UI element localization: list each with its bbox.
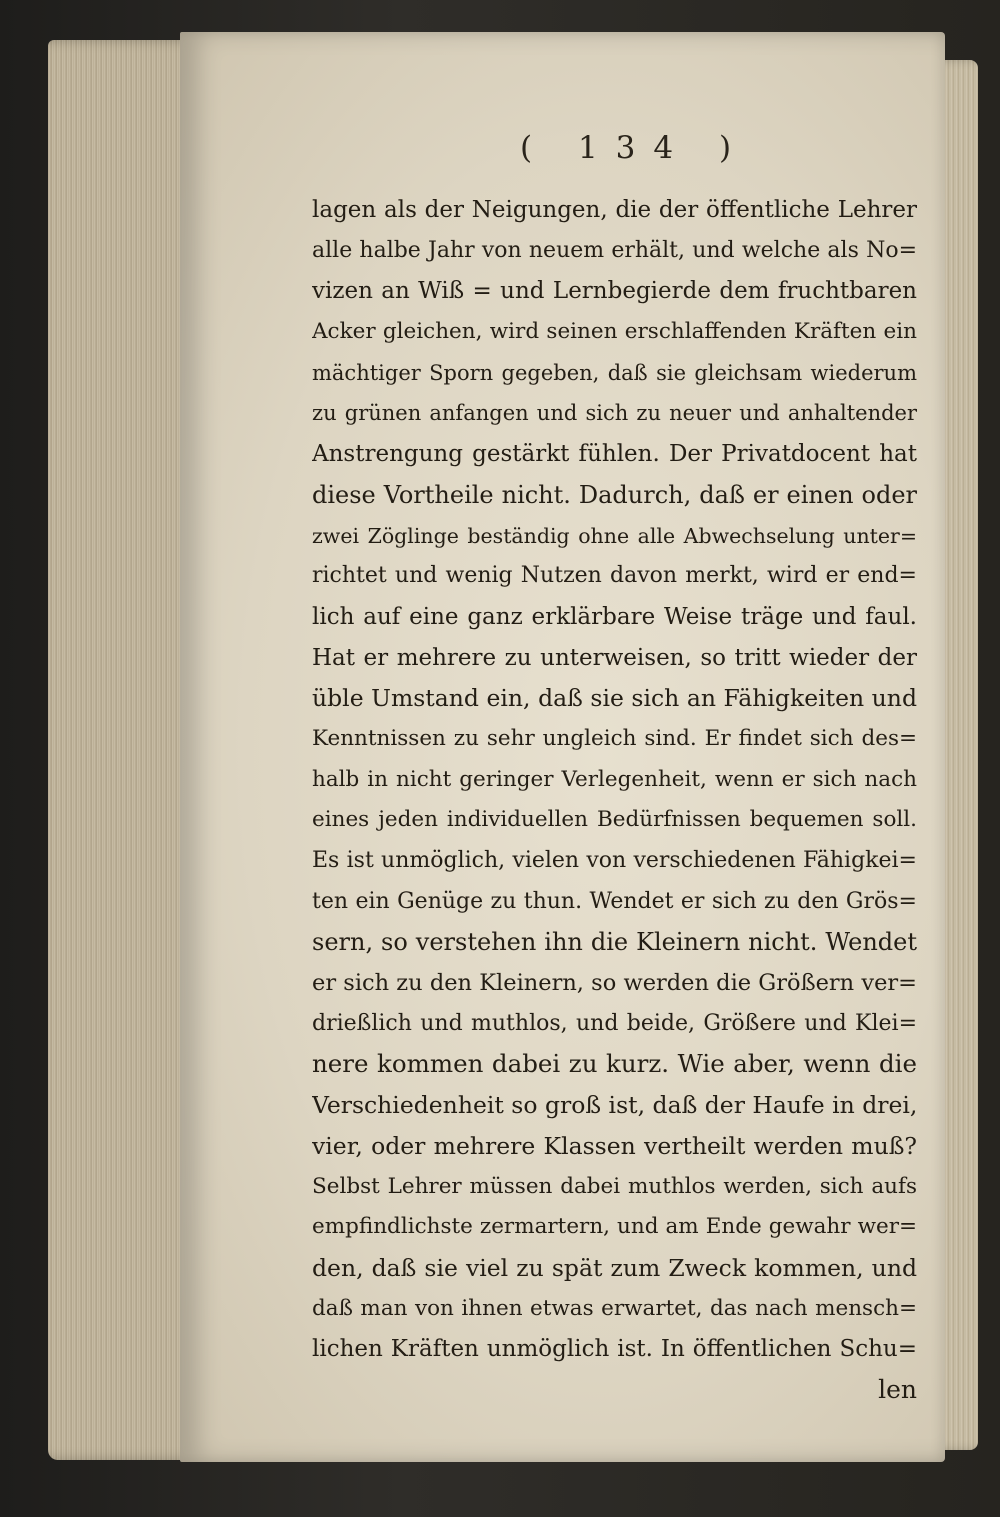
text-line: nere kommen dabei zu kurz. Wie aber, wenn die bbox=[312, 1049, 917, 1079]
text-line: vier, oder mehrere Klassen vertheilt werden muß? bbox=[312, 1131, 917, 1160]
text-line: er sich zu den Kleinern, so werden die Größern ver= bbox=[312, 970, 917, 997]
text-line: Hat er mehrere zu unterweisen, so tritt wieder der bbox=[312, 644, 917, 671]
text-line: daß man von ihnen etwas erwartet, das nach mensch= bbox=[312, 1295, 917, 1321]
page-number: ( 134 ) bbox=[520, 130, 750, 166]
text-line: Selbst Lehrer müssen dabei muthlos werden, sich aufs bbox=[312, 1173, 917, 1199]
book-page bbox=[180, 32, 945, 1462]
text-line: lichen Kräften unmöglich ist. In öffentlichen Schu= bbox=[312, 1336, 917, 1363]
text-line: Kenntnissen zu sehr ungleich sind. Er findet sich des= bbox=[312, 725, 917, 751]
text-line: lagen als der Neigungen, die der öffentliche Lehrer bbox=[312, 197, 917, 223]
text-line: eines jeden individuellen Bedürfnissen bequemen soll. bbox=[312, 807, 917, 833]
text-line: Anstrengung gestärkt fühlen. Der Privatdocent hat bbox=[312, 441, 917, 468]
text-line: empfindlichste zermartern, und am Ende gewahr wer= bbox=[312, 1214, 917, 1240]
text-line: sern, so verstehen ihn die Kleinern nicht. Wendet bbox=[312, 928, 917, 957]
text-line-catchword: len bbox=[878, 1374, 917, 1404]
text-line: den, daß sie viel zu spät zum Zweck kommen, und bbox=[312, 1253, 917, 1282]
text-line: Acker gleichen, wird seinen erschlaffenden Kräften ein bbox=[312, 319, 917, 345]
page-body-text bbox=[312, 190, 917, 1411]
text-line: Es ist unmöglich, vielen von verschiedenen Fähigkei= bbox=[312, 848, 917, 873]
text-line: lich auf eine ganz erklärbare Weise träge und faul. bbox=[312, 603, 917, 630]
text-line: drießlich und muthlos, und beide, Größere und Klei= bbox=[312, 1010, 917, 1036]
text-line: richtet und wenig Nutzen davon merkt, wird er end= bbox=[312, 563, 917, 589]
text-line: ten ein Genüge zu thun. Wendet er sich zu den Grös= bbox=[312, 888, 917, 914]
text-line: mächtiger Sporn gegeben, daß sie gleichsam wiederum bbox=[312, 360, 917, 385]
text-line: zwei Zöglinge beständig ohne alle Abwechselung unter= bbox=[312, 523, 917, 548]
text-line: zu grünen anfangen und sich zu neuer und anhaltender bbox=[312, 401, 917, 426]
text-line: diese Vortheile nicht. Dadurch, daß er einen oder bbox=[312, 480, 917, 509]
text-line: üble Umstand ein, daß sie sich an Fähigkeiten und bbox=[312, 684, 917, 713]
text-line: alle halbe Jahr von neuem erhält, und welche als No= bbox=[312, 237, 917, 263]
text-line: Verschiedenheit so groß ist, daß der Haufe in drei, bbox=[312, 1091, 917, 1120]
text-line: vizen an Wiß = und Lernbegierde dem fruchtbaren bbox=[312, 278, 917, 305]
text-line: halb in nicht geringer Verlegenheit, wenn er sich nach bbox=[312, 766, 917, 792]
